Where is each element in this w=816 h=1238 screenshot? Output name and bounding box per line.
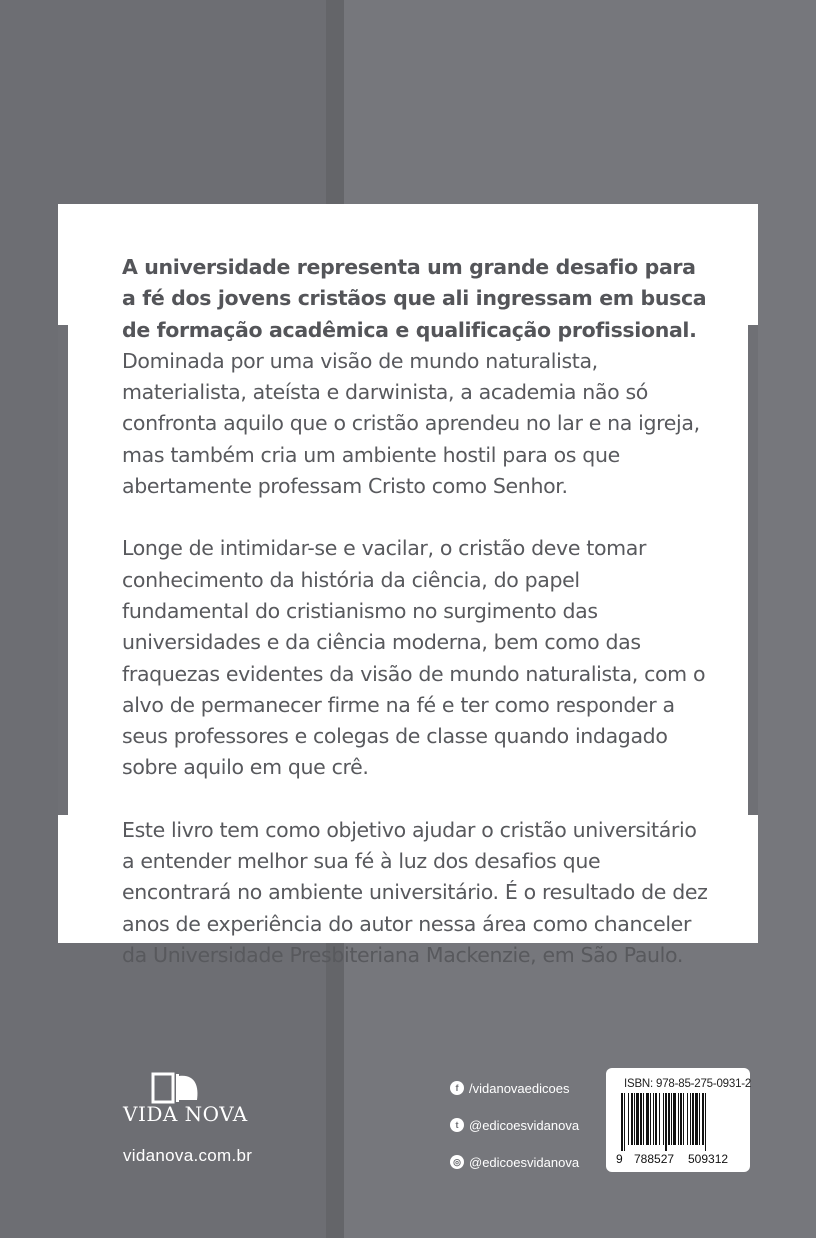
instagram-icon: ◎ <box>450 1155 464 1169</box>
barcode-bar <box>671 1093 672 1145</box>
barcode-bar <box>668 1093 670 1145</box>
barcode-bar <box>655 1093 657 1145</box>
barcode-bar <box>663 1093 664 1145</box>
social-facebook[interactable] <box>450 1080 579 1096</box>
social-instagram[interactable] <box>450 1154 579 1170</box>
barcode-bar <box>690 1093 691 1145</box>
isbn-label: ISBN: 978-85-275-0931-2 <box>624 1078 752 1090</box>
barcode-digit-first: 9 <box>616 1152 623 1166</box>
barcode-bar <box>673 1093 676 1145</box>
barcode-bar <box>643 1093 644 1145</box>
barcode-bar <box>634 1093 635 1145</box>
barcode-bar <box>687 1093 688 1145</box>
barcode-bar <box>640 1093 642 1145</box>
barcode-bar <box>624 1093 625 1151</box>
vida-nova-logo-icon <box>151 1072 201 1104</box>
blurb-paragraph-3: Este livro tem como objetivo ajudar o cristão universitário a entender melhor sua fé à luz dos desafios que encontrará no ambiente universitário. É o resultado de dez anos de experiência do autor nessa área como chanceler da Universidade Presbiteriana Mackenzie, em São Paulo. <box>122 817 708 967</box>
barcode-bar <box>653 1093 654 1145</box>
barcode-bar <box>631 1093 633 1145</box>
card-notch-left <box>58 325 68 815</box>
barcode-bar <box>665 1093 667 1151</box>
barcode-bar <box>628 1093 629 1145</box>
barcode-bar <box>692 1093 694 1145</box>
barcode-bar <box>699 1093 700 1145</box>
barcode-bar <box>683 1093 684 1145</box>
barcode-graphic <box>621 1093 739 1151</box>
barcode-bar <box>646 1093 649 1145</box>
barcode-bar <box>695 1093 698 1145</box>
publisher-website[interactable]: vidanova.com.br <box>123 1146 253 1165</box>
barcode-bar <box>678 1093 679 1145</box>
social-instagram-handle: @edicoesvidanova <box>469 1154 580 1170</box>
barcode-digits-left: 788527 <box>634 1152 675 1166</box>
isbn-barcode-box <box>606 1068 750 1172</box>
barcode-bar <box>680 1093 682 1145</box>
publisher-name: VIDA NOVA <box>123 1102 248 1126</box>
barcode-bar <box>659 1093 660 1145</box>
twitter-icon: t <box>450 1118 464 1132</box>
blurb-text <box>122 252 712 1002</box>
blurb-paragraph-1-rest: Dominada por uma visão de mundo naturalista, materialista, ateísta e darwinista, a academia não só confronta aquilo que o cristão aprendeu no lar e na igreja, mas também cria um ambiente hostil para os que abertamente professam Cristo como Senhor. <box>122 348 700 499</box>
social-twitter-handle: @edicoesvidanova <box>469 1117 580 1133</box>
social-twitter[interactable] <box>450 1117 579 1133</box>
blurb-paragraph-1 <box>122 252 712 502</box>
barcode-bar <box>705 1093 706 1151</box>
social-links <box>450 1080 579 1191</box>
barcode-bar <box>702 1093 704 1145</box>
blurb-paragraph-2: Longe de intimidar-se e vacilar, o cristão deve tomar conhecimento da história da ciência, do papel fundamental do cristianismo no surgimento das universidades e da ciência moderna, bem como das fraquezas evidentes da visão de mundo naturalista, com o alvo de permanecer firme na fé e ter como responder a seus professores e colegas de classe quando indagado sobre aquilo em que crê. <box>122 536 706 780</box>
social-facebook-handle: /vidanovaedicoes <box>469 1080 570 1096</box>
blurb-lead: A universidade representa um grande desafio para a fé dos jovens cristãos que ali ingressam em busca de formação acadêmica e qualificação profissional. <box>122 255 707 342</box>
barcode-digits-right: 509312 <box>688 1152 729 1166</box>
card-notch-right <box>748 325 758 815</box>
facebook-icon: f <box>450 1081 464 1095</box>
barcode-bar <box>636 1093 639 1145</box>
barcode-bar <box>650 1093 651 1145</box>
barcode-bar <box>621 1093 623 1151</box>
